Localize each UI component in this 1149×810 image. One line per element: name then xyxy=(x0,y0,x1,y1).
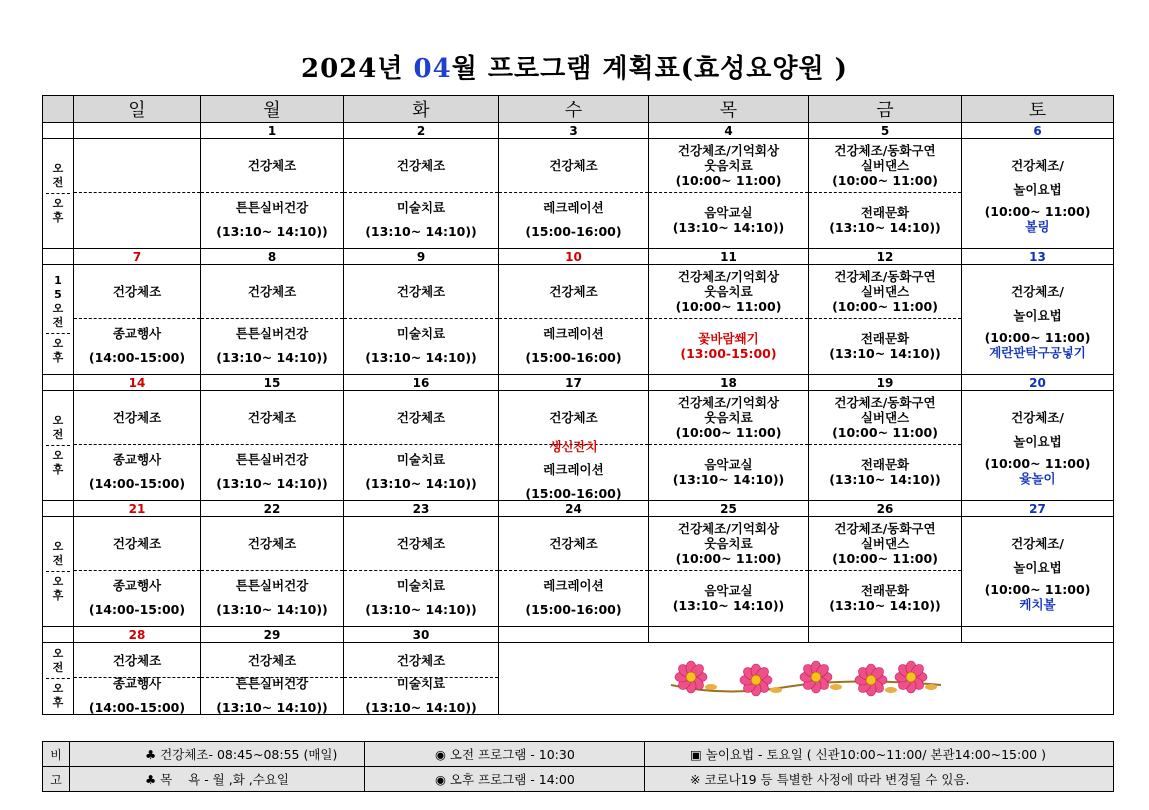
am-pm-label xyxy=(43,391,74,501)
pm-program xyxy=(499,438,648,501)
saturday-line: 건강체조/ xyxy=(1011,535,1064,551)
saturday-cell xyxy=(962,139,1114,249)
am-program: 건강체조/동화구연 실버댄스 (10:00~ 11:00) xyxy=(809,266,961,319)
date-cell: 20 xyxy=(962,375,1114,391)
pm-program xyxy=(809,319,961,374)
pm-program xyxy=(499,319,648,374)
note-play-therapy: ▣ 놀이요법 - 토요일 ( 신관10:00~11:00/ 본관14:00~15:00 ) xyxy=(645,742,1114,767)
saturday-line: 건강체조/ xyxy=(1011,409,1064,425)
date-row xyxy=(43,627,1114,643)
am-program: 건강체조 xyxy=(499,266,648,319)
notes-label-1: 비 xyxy=(43,742,70,767)
date-cell: 9 xyxy=(344,249,499,265)
program-cell xyxy=(499,517,649,627)
date-cell: 21 xyxy=(74,501,201,517)
am-program: 건강체조 xyxy=(74,266,200,319)
week-row xyxy=(43,391,1114,501)
side-char: 5 xyxy=(54,288,62,301)
pm-program-text: 미술치료 (13:10~ 14:10)) xyxy=(365,578,477,617)
am-program: 건강체조 xyxy=(499,392,648,445)
pm-program-text: 전래문화 (13:10~ 14:10)) xyxy=(829,457,941,487)
pm-program-text: 종교행사 (14:00-15:00) xyxy=(88,676,186,715)
date-cell: 30 xyxy=(344,627,499,643)
pm-program xyxy=(809,571,961,626)
program-cell xyxy=(74,391,201,501)
calendar-table xyxy=(42,95,1114,715)
program-cell xyxy=(201,391,344,501)
pm-program xyxy=(74,445,200,500)
day-header-thu: 목 xyxy=(649,96,809,123)
pm-program xyxy=(649,571,808,626)
date-cell: 11 xyxy=(649,249,809,265)
special-event: 생신잔치 xyxy=(549,438,598,454)
date-row xyxy=(43,375,1114,391)
am-program: 건강체조/기억회상 웃음치료 (10:00~ 11:00) xyxy=(649,140,808,193)
program-cell xyxy=(649,391,809,501)
side-char: 오 xyxy=(52,197,64,210)
program-cell xyxy=(344,391,499,501)
pm-program xyxy=(344,571,498,626)
day-header-sun: 일 xyxy=(74,96,201,123)
weekday-header-row xyxy=(43,96,1114,123)
date-cell: 2 xyxy=(344,123,499,139)
pm-program-text: 레크레이션 (15:00-16:00) xyxy=(525,326,622,365)
pm-program xyxy=(201,193,343,248)
am-program: 건강체조 xyxy=(344,643,498,678)
date-cell: 15 xyxy=(201,375,344,391)
date-row-side xyxy=(43,375,74,391)
pm-program-text: 꽃바람쐐기 (13:00-15:00) xyxy=(680,331,777,361)
side-char: 전 xyxy=(52,661,64,674)
pm-program-text: 튼튼실버건강 (13:10~ 14:10)) xyxy=(216,200,328,239)
am-program: 건강체조 xyxy=(201,643,343,678)
date-cell: 6 xyxy=(962,123,1114,139)
week-row xyxy=(43,265,1114,375)
saturday-line: 건강체조/ xyxy=(1011,283,1064,299)
am-program: 건강체조 xyxy=(344,266,498,319)
am-program: 건강체조 xyxy=(344,392,498,445)
side-char: 전 xyxy=(52,176,64,189)
notes-table xyxy=(42,741,1114,792)
program-cell xyxy=(344,643,499,715)
side-char: 오 xyxy=(52,682,64,695)
side-char: 전 xyxy=(52,316,64,329)
am-program: 건강체조 xyxy=(201,140,343,193)
pm-program xyxy=(201,319,343,374)
pm-program-text: 튼튼실버건강 (13:10~ 14:10)) xyxy=(216,578,328,617)
pm-program xyxy=(74,319,200,374)
pm-program xyxy=(344,445,498,500)
date-cell: 25 xyxy=(649,501,809,517)
date-row xyxy=(43,249,1114,265)
pm-program-text: 종교행사 (14:00-15:00) xyxy=(88,578,186,617)
saturday-cell xyxy=(962,517,1114,627)
date-row-side xyxy=(43,123,74,139)
day-header-sat: 토 xyxy=(962,96,1114,123)
pm-program-text: 음악교실 (13:10~ 14:10)) xyxy=(672,583,785,613)
date-cell xyxy=(649,627,809,643)
week-row xyxy=(43,643,1114,715)
pm-program xyxy=(344,319,498,374)
date-cell: 29 xyxy=(201,627,344,643)
date-cell: 26 xyxy=(809,501,962,517)
pm-program-text: 종교행사 (14:00-15:00) xyxy=(88,452,186,491)
side-char: 후 xyxy=(52,351,64,364)
side-char: 오 xyxy=(52,302,64,315)
pm-program xyxy=(809,445,961,500)
pm-program-text: 튼튼실버건강 (13:10~ 14:10)) xyxy=(216,676,328,715)
program-cell xyxy=(344,139,499,249)
date-cell: 18 xyxy=(649,375,809,391)
side-char: 오 xyxy=(52,540,64,553)
pm-program xyxy=(74,678,200,714)
pm-program-text: 음악교실 (13:10~ 14:10)) xyxy=(672,205,785,235)
page-title: 2024년 04월 프로그램 계획표(효성요양원 ) xyxy=(301,54,848,84)
date-cell: 12 xyxy=(809,249,962,265)
saturday-time: (10:00~ 11:00) xyxy=(984,329,1091,345)
saturday-line: 놀이요법 xyxy=(1013,307,1062,323)
saturday-cell xyxy=(962,391,1114,501)
am-program: 건강체조/기억회상 웃음치료 (10:00~ 11:00) xyxy=(649,518,808,571)
side-char: 오 xyxy=(52,162,64,175)
program-cell xyxy=(201,517,344,627)
am-program: 건강체조/기억회상 웃음치료 (10:00~ 11:00) xyxy=(649,392,808,445)
date-row-side xyxy=(43,501,74,517)
date-row-side xyxy=(43,249,74,265)
date-cell: 5 xyxy=(809,123,962,139)
pm-program xyxy=(499,193,648,248)
note-bath: ♣ 목 욕 - 월 ,화 ,수요일 xyxy=(70,767,365,792)
program-cell xyxy=(201,265,344,375)
pm-program-text: 레크레이션 (15:00-16:00) xyxy=(525,461,622,501)
program-cell xyxy=(74,139,201,249)
day-header-fri: 금 xyxy=(809,96,962,123)
pm-program-text: 미술치료 (13:10~ 14:10)) xyxy=(365,676,477,715)
pm-program xyxy=(649,319,808,374)
date-cell: 13 xyxy=(962,249,1114,265)
saturday-line: 놀이요법 xyxy=(1013,181,1062,197)
pm-program-text: 종교행사 (14:00-15:00) xyxy=(88,326,186,365)
side-char: 전 xyxy=(52,554,64,567)
date-row xyxy=(43,501,1114,517)
pm-program-text: 튼튼실버건강 (13:10~ 14:10)) xyxy=(216,326,328,365)
saturday-activity: 볼링 xyxy=(1025,218,1050,234)
program-cell xyxy=(74,643,201,715)
pm-program xyxy=(201,445,343,500)
am-program: 건강체조/기억회상 웃음치료 (10:00~ 11:00) xyxy=(649,266,808,319)
date-cell xyxy=(809,627,962,643)
flower-decoration xyxy=(499,643,1114,715)
date-cell xyxy=(74,123,201,139)
note-exercise: ♣ 건강체조- 08:45~08:55 (매일) xyxy=(70,742,365,767)
side-char: 후 xyxy=(52,211,64,224)
side-char: 후 xyxy=(52,463,64,476)
program-cell xyxy=(649,265,809,375)
am-pm-label xyxy=(43,517,74,627)
program-cell xyxy=(649,517,809,627)
note-covid: ※ 코로나19 등 특별한 사정에 따라 변경될 수 있음. xyxy=(645,767,1114,792)
am-program: 건강체조 xyxy=(344,518,498,571)
day-header-wed: 수 xyxy=(499,96,649,123)
date-cell: 3 xyxy=(499,123,649,139)
pm-program-text: 미술치료 (13:10~ 14:10)) xyxy=(365,200,477,239)
program-cell xyxy=(344,265,499,375)
pm-program xyxy=(74,193,200,248)
saturday-time: (10:00~ 11:00) xyxy=(984,455,1091,471)
pm-program-text: 전래문화 (13:10~ 14:10)) xyxy=(829,583,941,613)
date-cell: 16 xyxy=(344,375,499,391)
am-program: 건강체조 xyxy=(201,392,343,445)
side-char: 오 xyxy=(52,337,64,350)
pm-program xyxy=(344,193,498,248)
program-cell xyxy=(201,643,344,715)
notes-label-2: 고 xyxy=(43,767,70,792)
date-cell: 27 xyxy=(962,501,1114,517)
am-program: 건강체조 xyxy=(344,140,498,193)
pm-program-text: 튼튼실버건강 (13:10~ 14:10)) xyxy=(216,452,328,491)
date-cell: 19 xyxy=(809,375,962,391)
side-char: 후 xyxy=(52,589,64,602)
date-cell: 23 xyxy=(344,501,499,517)
am-pm-label xyxy=(43,139,74,249)
am-program: 건강체조 xyxy=(74,392,200,445)
am-program: 건강체조 xyxy=(201,518,343,571)
date-cell: 24 xyxy=(499,501,649,517)
program-cell xyxy=(809,139,962,249)
date-cell: 28 xyxy=(74,627,201,643)
am-program: 건강체조 xyxy=(74,643,200,678)
am-program: 건강체조/동화구연 실버댄스 (10:00~ 11:00) xyxy=(809,140,961,193)
date-cell: 22 xyxy=(201,501,344,517)
pm-program-text: 전래문화 (13:10~ 14:10)) xyxy=(829,205,941,235)
date-cell xyxy=(499,627,649,643)
saturday-activity: 계란판탁구공넣기 xyxy=(989,344,1086,360)
pm-program-text: 레크레이션 (15:00-16:00) xyxy=(525,578,622,617)
program-cell xyxy=(74,265,201,375)
pm-program xyxy=(499,571,648,626)
program-cell xyxy=(499,391,649,501)
am-program xyxy=(74,140,200,193)
am-program: 건강체조/동화구연 실버댄스 (10:00~ 11:00) xyxy=(809,518,961,571)
saturday-line: 놀이요법 xyxy=(1013,433,1062,449)
pm-program xyxy=(649,445,808,500)
pm-program xyxy=(344,678,498,714)
program-cell xyxy=(499,139,649,249)
pm-program-text: 미술치료 (13:10~ 14:10)) xyxy=(365,326,477,365)
note-pm-program: ◉ 오후 프로그램 - 14:00 xyxy=(365,767,645,792)
title-month: 04 xyxy=(413,54,452,84)
pm-program xyxy=(809,193,961,248)
date-cell: 8 xyxy=(201,249,344,265)
day-header-tue: 화 xyxy=(344,96,499,123)
date-cell: 7 xyxy=(74,249,201,265)
program-cell xyxy=(201,139,344,249)
am-program: 건강체조/동화구연 실버댄스 (10:00~ 11:00) xyxy=(809,392,961,445)
week-row xyxy=(43,517,1114,627)
saturday-activity: 케치볼 xyxy=(1019,596,1056,612)
saturday-time: (10:00~ 11:00) xyxy=(984,203,1091,219)
am-program: 건강체조 xyxy=(499,140,648,193)
date-row-side xyxy=(43,627,74,643)
saturday-cell xyxy=(962,265,1114,375)
am-program: 건강체조 xyxy=(499,518,648,571)
note-am-program: ◉ 오전 프로그램 - 10:30 xyxy=(365,742,645,767)
pm-program-text: 전래문화 (13:10~ 14:10)) xyxy=(829,331,941,361)
saturday-time: (10:00~ 11:00) xyxy=(984,581,1091,597)
am-program: 건강체조 xyxy=(201,266,343,319)
pm-program xyxy=(649,193,808,248)
program-cell xyxy=(499,265,649,375)
side-char: 오 xyxy=(52,414,64,427)
pm-program-text: 레크레이션 (15:00-16:00) xyxy=(525,200,622,239)
side-char: 후 xyxy=(52,696,64,709)
pm-program xyxy=(74,571,200,626)
pm-program xyxy=(201,571,343,626)
side-char: 전 xyxy=(52,428,64,441)
side-char: 오 xyxy=(52,575,64,588)
pm-program-text: 미술치료 (13:10~ 14:10)) xyxy=(365,452,477,491)
date-cell xyxy=(962,627,1114,643)
date-cell: 14 xyxy=(74,375,201,391)
date-cell: 17 xyxy=(499,375,649,391)
program-cell xyxy=(809,517,962,627)
program-cell xyxy=(74,517,201,627)
corner-cell xyxy=(43,96,74,123)
flower-icon xyxy=(666,655,946,703)
side-char: 1 xyxy=(54,274,62,287)
program-cell xyxy=(809,391,962,501)
saturday-line: 건강체조/ xyxy=(1011,157,1064,173)
date-row xyxy=(43,123,1114,139)
side-char: 오 xyxy=(52,449,64,462)
date-cell: 4 xyxy=(649,123,809,139)
program-cell xyxy=(649,139,809,249)
saturday-activity: 윷놀이 xyxy=(1019,470,1056,486)
program-cell xyxy=(809,265,962,375)
date-cell: 1 xyxy=(201,123,344,139)
date-cell: 10 xyxy=(499,249,649,265)
week-row xyxy=(43,139,1114,249)
program-cell xyxy=(344,517,499,627)
saturday-line: 놀이요법 xyxy=(1013,559,1062,575)
day-header-mon: 월 xyxy=(201,96,344,123)
am-pm-label xyxy=(43,643,74,715)
am-pm-label xyxy=(43,265,74,375)
pm-program-text: 음악교실 (13:10~ 14:10)) xyxy=(672,457,785,487)
am-program: 건강체조 xyxy=(74,518,200,571)
pm-program xyxy=(201,678,343,714)
side-char: 오 xyxy=(52,647,64,660)
